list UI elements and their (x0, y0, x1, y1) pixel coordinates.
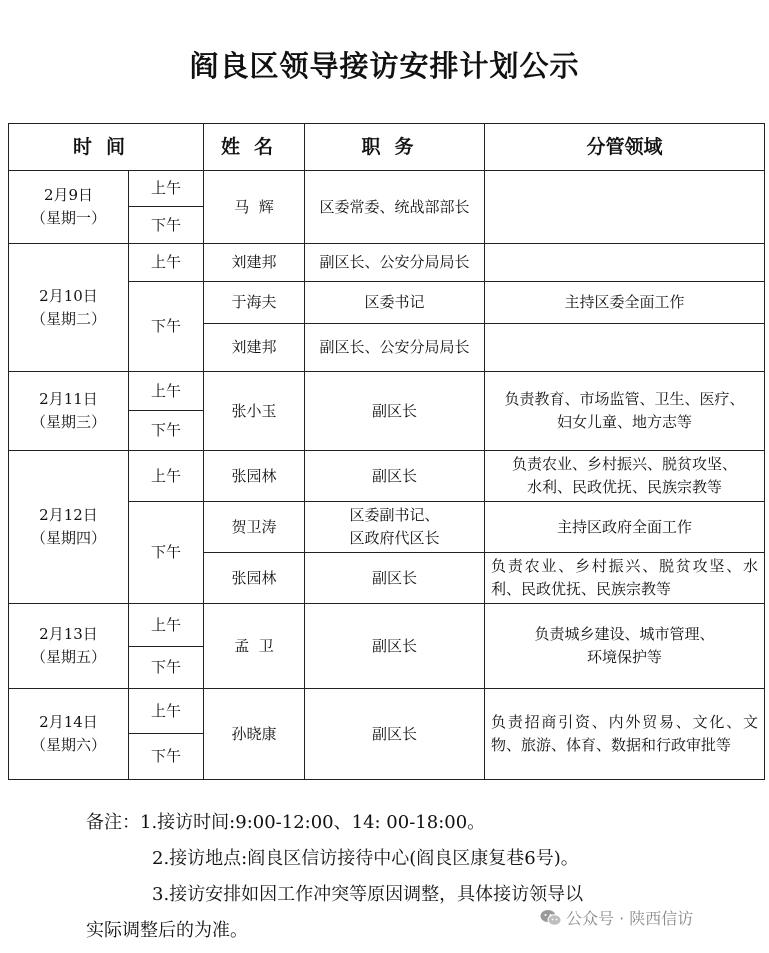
date: 2月9日 (43, 186, 94, 204)
date-cell (9, 171, 129, 244)
date: 2月14日 (39, 713, 98, 731)
header-position: 职务 (305, 124, 485, 171)
date: 2月10日 (39, 286, 98, 305)
pm-cell: 下午 (129, 411, 204, 451)
note-line-4: 实际调整后的为准。 (86, 920, 248, 941)
weekday: （星期三） (30, 413, 106, 431)
am-cell: 上午 (129, 451, 204, 502)
name-cell: 刘建邦 (204, 324, 305, 372)
date: 2月13日 (39, 625, 98, 643)
area-line: 妇女儿童、地方志等 (557, 413, 693, 431)
date: 2月12日 (39, 506, 98, 524)
header-name: 姓名 (204, 124, 305, 171)
table-header-row (9, 124, 765, 171)
am-cell: 上午 (129, 372, 204, 411)
position-cell: 副区长 (305, 604, 485, 689)
area-cell: 负责招商引资、内外贸易、文化、文物、旅游、体育、数据和行政审批等 (485, 689, 765, 780)
pm-cell: 下午 (129, 647, 204, 689)
name-cell: 张园林 (204, 451, 305, 502)
position-line: 区政府代区长 (349, 529, 440, 547)
schedule-table (8, 123, 765, 780)
table-row (9, 244, 765, 282)
area-cell (485, 604, 765, 689)
area-cell: 主持区政府全面工作 (485, 502, 765, 553)
weekday: （星期五） (30, 648, 106, 666)
date: 2月11日 (39, 390, 98, 408)
weekday: （星期二） (30, 309, 106, 328)
am-cell: 上午 (129, 244, 204, 282)
area-cell: 负责农业、乡村振兴、脱贫攻坚、水利、民政优抚、民族宗教等 (485, 553, 765, 604)
area-cell (485, 324, 765, 372)
table-row (9, 604, 765, 647)
header-area: 分管领域 (485, 124, 765, 171)
note-line-3: 3.接访安排如因工作冲突等原因调整，具体接访领导以 (152, 884, 584, 905)
table-row (9, 372, 765, 411)
date-cell (9, 451, 129, 604)
name-cell: 孙晓康 (204, 689, 305, 780)
note-line-1: 备注：1.接访时间:9:00-12:00、14: 00-18:00。 (86, 812, 486, 833)
position-cell: 副区长、公安分局局长 (305, 324, 485, 372)
date-cell (9, 244, 129, 372)
position-cell (305, 502, 485, 553)
am-cell: 上午 (129, 171, 204, 207)
area-line: 负责教育、市场监管、卫生、医疗、 (504, 390, 745, 408)
am-cell: 上午 (129, 689, 204, 734)
table-row (9, 689, 765, 734)
position-cell: 区委书记 (305, 282, 485, 324)
position-cell: 副区长 (305, 553, 485, 604)
area-cell (485, 451, 765, 502)
name-cell: 于海夫 (204, 282, 305, 324)
name-cell: 刘建邦 (204, 244, 305, 282)
name-cell: 贺卫涛 (204, 502, 305, 553)
area-line: 水利、民政优抚、民族宗教等 (527, 478, 723, 496)
watermark (540, 906, 693, 931)
position-cell: 区委常委、统战部部长 (305, 171, 485, 244)
am-cell: 上午 (129, 604, 204, 647)
name-cell: 张园林 (204, 553, 305, 604)
pm-cell: 下午 (129, 207, 204, 244)
pm-cell: 下午 (129, 282, 204, 372)
position-cell: 副区长 (305, 372, 485, 451)
header-time: 时间 (9, 124, 204, 171)
area-cell (485, 171, 765, 244)
name-cell: 马 辉 (204, 171, 305, 244)
note-line-2: 2.接访地点:阎良区信访接待中心(阎良区康复巷6号)。 (152, 848, 579, 869)
date-cell (9, 372, 129, 451)
watermark-text: 公众号 · 陕西信访 (566, 909, 694, 928)
weekday: （星期六） (30, 736, 106, 754)
position-line: 区委副书记、 (349, 506, 440, 524)
area-line: 负责农业、乡村振兴、脱贫攻坚、 (512, 455, 738, 473)
position-cell: 副区长 (305, 689, 485, 780)
area-line: 负责城乡建设、城市管理、 (534, 625, 715, 643)
area-cell: 主持区委全面工作 (485, 282, 765, 324)
position-cell: 副区长 (305, 451, 485, 502)
area-line: 环境保护等 (587, 648, 663, 666)
date-cell (9, 689, 129, 780)
area-cell (485, 372, 765, 451)
wechat-icon (540, 909, 562, 931)
area-cell (485, 244, 765, 282)
weekday: （星期一） (30, 209, 106, 227)
pm-cell: 下午 (129, 502, 204, 604)
name-cell: 张小玉 (204, 372, 305, 451)
position-cell: 副区长、公安分局局长 (305, 244, 485, 282)
table-row (9, 171, 765, 207)
pm-cell: 下午 (129, 734, 204, 780)
page-title: 阎良区领导接访安排计划公示 (189, 49, 580, 83)
name-cell: 孟 卫 (204, 604, 305, 689)
date-cell (9, 604, 129, 689)
table-row (9, 451, 765, 502)
weekday: （星期四） (30, 529, 106, 547)
